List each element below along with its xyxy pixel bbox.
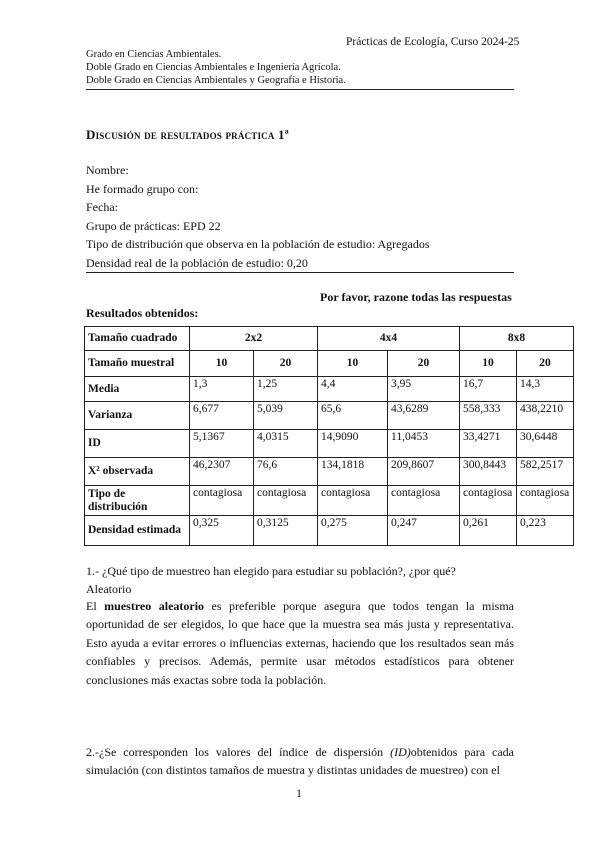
size-header: 4x4 [318, 327, 460, 351]
table-cell: 0,247 [388, 516, 460, 546]
row-label: Tamaño muestral [85, 351, 190, 377]
sample-size: 20 [388, 351, 460, 377]
table-row [85, 377, 574, 402]
table-cell: 30,6448 [517, 430, 574, 458]
answer-1-paragraph [86, 597, 514, 689]
table-row [85, 516, 574, 546]
table-cell: 134,1818 [318, 458, 388, 486]
field-name: Nombre: [86, 163, 129, 177]
table-cell: contagiosa [190, 486, 254, 516]
question-1: 1.- ¿Qué tipo de muestreo han elegido para estudiar su población?, ¿por qué? [86, 564, 456, 578]
para-bold: muestreo aleatorio [104, 599, 205, 613]
row-label: X² observada [85, 458, 190, 486]
field-real-density: Densidad real de la población de estudio: 0,20 [86, 255, 308, 270]
table-cell: 16,7 [460, 377, 517, 402]
header-divider [86, 89, 514, 90]
table-cell: contagiosa [318, 486, 388, 516]
table-cell: 65,6 [318, 402, 388, 430]
size-header-row [85, 327, 574, 351]
table-cell: 5,039 [254, 402, 318, 430]
answer-1-short: Aleatorio [86, 582, 132, 596]
q2-before: 2.-¿Se corresponden los valores del índice de dispersión [86, 745, 391, 759]
degree-line: Grado en Ciencias Ambientales. [86, 49, 222, 60]
table-cell: 11,0453 [388, 430, 460, 458]
field-date: Fecha: [86, 200, 118, 215]
degree-line: Doble Grado en Ciencias Ambientales y Geografía e Historia. [86, 75, 346, 86]
row-label: Varianza [85, 402, 190, 430]
course-header: Prácticas de Ecología, Curso 2024-25 [346, 36, 520, 48]
table-cell: 0,325 [190, 516, 254, 546]
table-cell: contagiosa [517, 486, 574, 516]
table-cell: 300,8443 [460, 458, 517, 486]
table-cell: 0,3125 [254, 516, 318, 546]
row-label: Tipo de distribución [85, 486, 190, 516]
sample-size: 10 [190, 351, 254, 377]
table-cell: 1,25 [254, 377, 318, 402]
table-cell: 3,95 [388, 377, 460, 402]
table-cell: 6,677 [190, 402, 254, 430]
table-cell: 33,4271 [460, 430, 517, 458]
table-cell: 4,0315 [254, 430, 318, 458]
page-title: Discusión de resultados práctica 1ª [86, 127, 289, 142]
table-cell: 558,333 [460, 402, 517, 430]
table-cell: contagiosa [254, 486, 318, 516]
size-header: 8x8 [460, 327, 574, 351]
table-cell: 4,4 [318, 377, 388, 402]
table-cell: 0,275 [318, 516, 388, 546]
table-cell: 5,1367 [190, 430, 254, 458]
results-heading: Resultados obtenidos: [86, 306, 199, 320]
table-cell: contagiosa [388, 486, 460, 516]
para-intro: El [86, 599, 105, 613]
size-header: 2x2 [190, 327, 318, 351]
instruction-text: Por favor, razone todas las respuestas [320, 290, 512, 304]
table-cell: 0,261 [460, 516, 517, 546]
sample-size: 10 [460, 351, 517, 377]
degree-line: Doble Grado en Ciencias Ambientales e Ingeniería Agrícola. [86, 62, 341, 73]
table-cell: 43,6289 [388, 402, 460, 430]
table-row [85, 430, 574, 458]
student-fields [86, 161, 430, 273]
q2-after: obtenidos para cada simulación (con distintos tamaños de muestra y distintas unidades de muestreo) con el [86, 745, 514, 778]
table-cell: 209,8607 [388, 458, 460, 486]
field-distribution-type: Tipo de distribución que observa en la población de estudio: Agregados [86, 237, 430, 252]
table-row [85, 458, 574, 486]
question-2 [86, 743, 514, 780]
fields-divider [86, 272, 514, 273]
table-row [85, 402, 574, 430]
page-number: 1 [296, 786, 302, 800]
sample-size: 10 [318, 351, 388, 377]
field-group-with: He formado grupo con: [86, 181, 199, 196]
degree-lines [86, 48, 346, 87]
table-cell: 1,3 [190, 377, 254, 402]
table-cell: contagiosa [460, 486, 517, 516]
sample-size: 20 [254, 351, 318, 377]
sample-size: 20 [517, 351, 574, 377]
table-cell: 582,2517 [517, 458, 574, 486]
table-cell: 76,6 [254, 458, 318, 486]
row-label: Densidad estimada [85, 516, 190, 546]
field-practice-group: Grupo de prácticas: EPD 22 [86, 218, 221, 233]
row-label: ID [85, 430, 190, 458]
q2-italic: (ID) [390, 745, 411, 759]
sample-header-row [85, 351, 574, 377]
table-cell: 0,223 [517, 516, 574, 546]
results-table [84, 326, 574, 546]
table-cell: 14,9090 [318, 430, 388, 458]
para-rest: es preferible porque asegura que todos tengan la misma oportunidad de ser elegidos, lo que hace que la muestra sea más justa y representativa. Esto ayuda a evitar errores o influencias externas, haciendo que los resultados sean más confiables y precisos. Además, permite usar métodos estadísticos para obtener conclusiones más exactas sobre toda la población. [86, 599, 514, 687]
table-cell: 14,3 [517, 377, 574, 402]
table-row [85, 486, 574, 516]
table-cell: 438,2210 [517, 402, 574, 430]
row-label: Media [85, 377, 190, 402]
row-label: Tamaño cuadrado [85, 327, 190, 351]
table-cell: 46,2307 [190, 458, 254, 486]
